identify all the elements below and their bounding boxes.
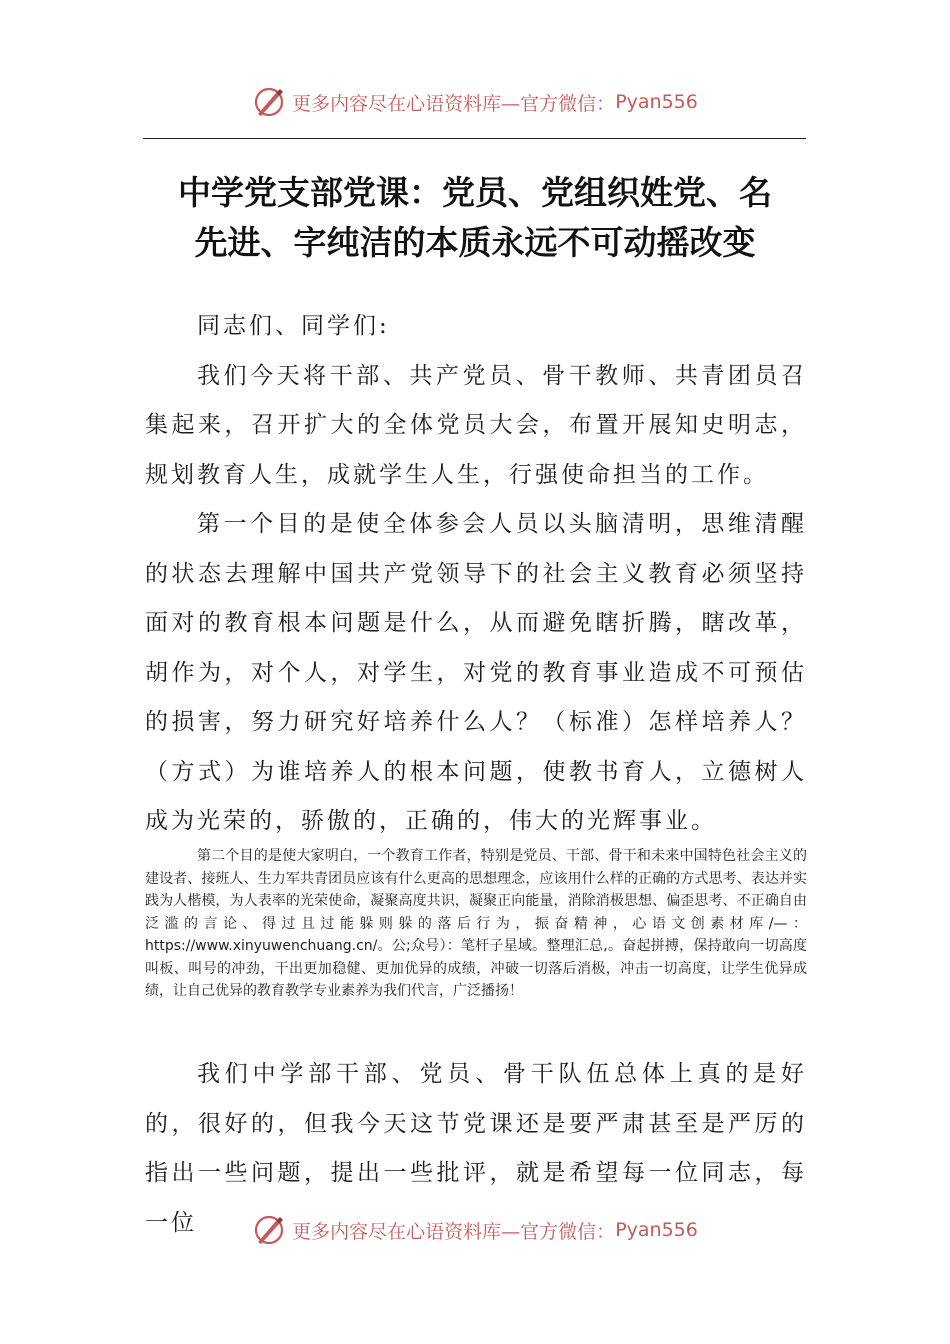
watermark-wechat-label: 官方微信： bbox=[520, 92, 616, 115]
title-line-1: 中学党支部党课：党员、党组织姓党、名 bbox=[178, 173, 772, 212]
document-title bbox=[145, 168, 805, 268]
watermark-wechat-id: Pyan556 bbox=[615, 1219, 698, 1241]
body-section-small bbox=[145, 845, 807, 1003]
watermark-text: 更多内容尽在心语资料库— bbox=[292, 1220, 521, 1243]
header-watermark bbox=[0, 82, 950, 122]
body-section-1 bbox=[145, 302, 807, 847]
paragraph-2: 第一个目的是使全体参会人员以头脑清明，思维清醒的状态去理解中国共产党领导下的社会主义教育必须坚持面对的教育根本问题是什么，从而避免瞎折腾，瞎改革，胡作为，对个人，对学生，对党的教育事业造成不可预估的损害，努力研究好培养什么人？（标准）怎样培养人？（方式）为谁培养人的根本问题，使教书育人，立德树人成为光荣的，骄傲的，正确的，伟大的光辉事业。 bbox=[145, 511, 807, 834]
paragraph-3: 第二个目的是使大家明白，一个教育工作者，特别是党员、干部、骨干和未来中国特色社会主义的建设者、接班人、生力军共青团员应该有什么更高的思想理念，应该用什么样的正确的方式思考、表达并实践为人楷模，为人表率的光荣使命，凝聚高度共识，凝聚正向能量，消除消极思想、偏歪思考、不正确自由泛滥的言论、得过且过能躲则躲的落后行为，振奋精神，心语文创素材库/—：https://www.xinyuwenchuang.cn/。公;众号）：笔杆子星域。整理汇总,。奋起拼搏，保持敢向一切高度叫板、叫号的冲劲，干出更加稳健、更加优异的成绩，冲破一切落后消极，冲击一切高度，让学生优异成绩，让自己优异的教育教学专业素养为我们代言，广泛播扬！ bbox=[145, 848, 807, 999]
footer-watermark bbox=[0, 1210, 950, 1250]
title-line-2: 先进、字纯洁的本质永远不可动摇改变 bbox=[194, 223, 756, 262]
watermark-wechat-id: Pyan556 bbox=[615, 91, 698, 113]
pen-logo-icon bbox=[252, 85, 286, 119]
watermark-wechat-label: 官方微信： bbox=[520, 1220, 616, 1243]
paragraph-1: 我们今天将干部、共产党员、骨干教师、共青团员召集起来，召开扩大的全体党员大会，布置开展知史明志，规划教育人生，成就学生人生，行强使命担当的工作。 bbox=[145, 362, 807, 488]
watermark-text: 更多内容尽在心语资料库— bbox=[292, 92, 521, 115]
header-divider bbox=[143, 138, 806, 139]
pen-logo-icon bbox=[252, 1213, 286, 1247]
paragraph-4: 我们中学部干部、党员、骨干队伍总体上真的是好的，很好的，但我今天这节党课还是要严肃甚至是严厉的指出一些问题，提出一些批评，就是希望每一位同志，每一位 bbox=[145, 1061, 807, 1236]
greeting: 同志们、同学们: bbox=[197, 313, 390, 339]
